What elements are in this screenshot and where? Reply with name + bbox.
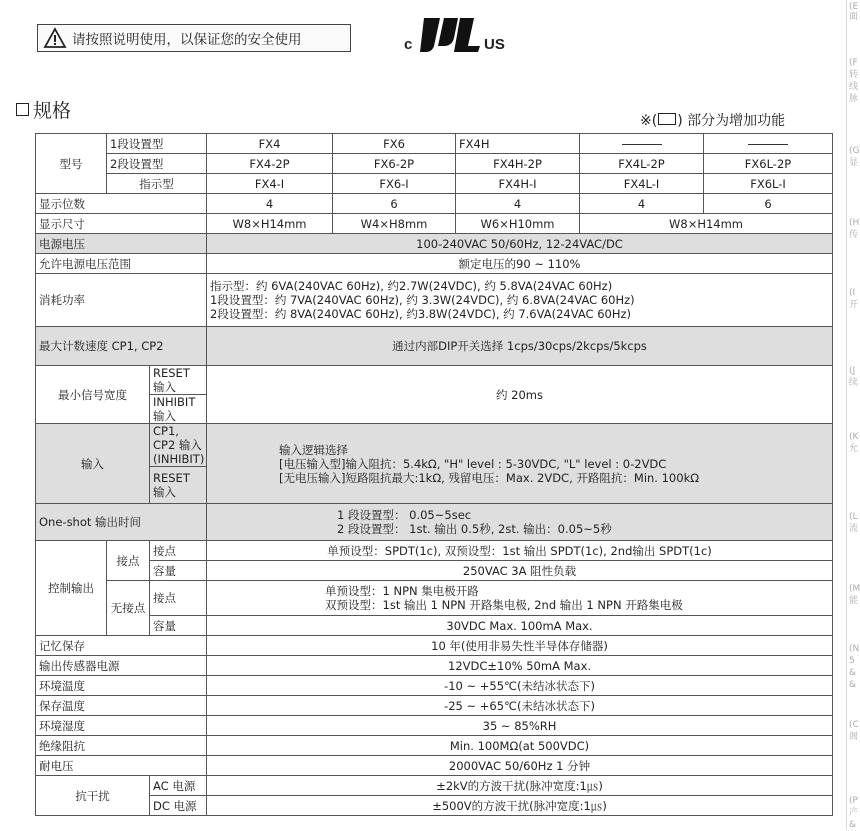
cell: 通过内部DIP开关选择 1cps/30cps/2kcps/5kcps <box>207 327 833 366</box>
table-row <box>36 616 833 636</box>
strip-fragment: & <box>849 680 857 690</box>
strip-fragment: 续 <box>849 378 859 388</box>
table-row <box>36 796 833 816</box>
sub-label: 无接点 <box>107 581 150 636</box>
strip-fragment: (I <box>849 288 856 298</box>
table-row <box>36 696 833 716</box>
strip-fragment: 显 <box>849 158 859 168</box>
strip-fragment: (P <box>849 796 858 806</box>
row-label: 显示尺寸 <box>36 214 207 234</box>
note-prefix: ※( <box>640 113 658 129</box>
table-row <box>36 656 833 676</box>
logo-c: c <box>404 36 413 53</box>
cell: 100-240VAC 50/60Hz, 12-24VAC/DC <box>207 234 833 254</box>
cell: -10 ~ +55℃(未结冰状态下) <box>207 676 833 696</box>
cell: 6 <box>333 194 456 214</box>
addon-note <box>640 110 785 130</box>
table-row <box>36 154 833 174</box>
cell: FX6L-I <box>704 174 833 194</box>
strip-fragment: 流 <box>849 524 859 534</box>
square-bullet-icon <box>16 103 29 116</box>
dash-mark <box>622 144 662 145</box>
sub-label: 1段设置型 <box>107 134 207 154</box>
note-suffix: ) 部分为增加功能 <box>677 113 786 129</box>
row-label: 记忆保存 <box>36 636 207 656</box>
strip-fragment: 转 <box>849 70 859 80</box>
cell: W8×H14mm <box>207 214 333 234</box>
strip-fragment: 阁 <box>849 732 859 742</box>
strip-fragment: 允 <box>849 444 859 454</box>
strip-fragment: 产 <box>849 808 859 818</box>
cell-multiline <box>207 424 833 504</box>
table-row <box>36 134 833 154</box>
cell: FX6-2P <box>333 154 456 174</box>
row-label: 输出传感器电源 <box>36 656 207 676</box>
warning-text: 请按照说明使用，以保证您的安全使用 <box>72 32 302 48</box>
row-label: 允许电源电压范围 <box>36 254 207 274</box>
input-line: 输入逻辑选择 <box>279 442 349 457</box>
cell: W8×H14mm <box>580 214 833 234</box>
sub-label: 接点 <box>107 541 150 581</box>
sub-label: RESET 输入 <box>150 366 207 395</box>
table-row <box>36 716 833 736</box>
cell: ±2kV的方波干扰(脉冲宽度:1㎲) <box>207 776 833 796</box>
cell: 2000VAC 50/60Hz 1 分钟 <box>207 756 833 776</box>
cell: 约 20ms <box>207 366 833 424</box>
row-label: 环境温度 <box>36 676 207 696</box>
row-label: 显示位数 <box>36 194 207 214</box>
cell: FX4L-2P <box>580 154 704 174</box>
table-row <box>36 194 833 214</box>
table-row <box>36 424 833 467</box>
table-row <box>36 254 833 274</box>
cell-multiline <box>207 581 833 616</box>
cul-us-logo <box>404 16 504 56</box>
cell: 额定电压的90 ~ 110% <box>207 254 833 274</box>
cell: FX6 <box>333 134 456 154</box>
row-label: 型号 <box>36 134 107 194</box>
table-row <box>36 676 833 696</box>
strip-fragment: (L <box>849 512 858 522</box>
cell: 6 <box>704 194 833 214</box>
sub-label: 接点 <box>150 541 207 561</box>
table-row <box>36 581 833 616</box>
sub-label: INHIBIT 输入 <box>150 395 207 424</box>
row-label: 控制输出 <box>36 541 107 636</box>
oneshot-line: 1 段设置型： 0.05~5sec <box>337 508 472 522</box>
input-line: [电压输入型]输入阻抗：5.4kΩ, "H" level : 5-30VDC, "L" level : 0-2VDC <box>279 456 667 471</box>
cell: FX4L-I <box>580 174 704 194</box>
consume-line: 1段设置型：约 7VA(240VAC 60Hz), 约 3.3W(24VDC), 约 6.8VA(24VAC 60Hz) <box>210 293 635 307</box>
strip-fragment: 线 <box>849 82 859 92</box>
consume-line: 2段设置型：约 8VA(240VAC 60Hz), 约3.8W(24VDC), 约 7.6VA(24VAC 60Hz) <box>210 307 632 321</box>
cell: 10 年(使用非易失性半导体存储器) <box>207 636 833 656</box>
cell: W6×H10mm <box>456 214 580 234</box>
safety-warning <box>37 24 351 52</box>
strip-fragment: (C <box>849 720 859 730</box>
row-label: 最小信号宽度 <box>36 366 150 424</box>
cell: ±500V的方波干扰(脉冲宽度:1㎲) <box>207 796 833 816</box>
sub-label: RESET 输入 <box>150 467 207 504</box>
row-label: 绝缘阻抗 <box>36 736 207 756</box>
cell: FX4 <box>207 134 333 154</box>
table-row <box>36 327 833 366</box>
spec-table <box>35 133 833 816</box>
dash-mark <box>748 144 788 145</box>
cell-multiline <box>207 504 833 541</box>
strip-fragment: 传 <box>849 230 859 240</box>
section-title: 规格 <box>33 100 72 122</box>
strip-fragment: 开 <box>849 300 859 310</box>
row-label: 耐电压 <box>36 756 207 776</box>
strip-fragment: (J <box>849 366 856 376</box>
nocontact-line: 单预设型：1 NPN 集电极开路 <box>325 584 479 598</box>
sub-label: CP1, CP2 输入 (INHIBIT) <box>150 424 207 467</box>
row-label: 环境湿度 <box>36 716 207 736</box>
table-row <box>36 561 833 581</box>
table-row <box>36 504 833 541</box>
table-row <box>36 756 833 776</box>
row-label: 输入 <box>36 424 150 504</box>
row-label: 保存温度 <box>36 696 207 716</box>
strip-fragment: (K <box>849 432 859 442</box>
strip-fragment: 5 <box>849 656 855 666</box>
cell: 4 <box>456 194 580 214</box>
sub-label: DC 电源 <box>150 796 207 816</box>
strip-fragment: & <box>849 820 857 830</box>
nocontact-line: 双预设型：1st 输出 1 NPN 开路集电极, 2nd 输出 1 NPN 开路集电极 <box>325 598 683 612</box>
sub-label: AC 电源 <box>150 776 207 796</box>
sub-label: 指示型 <box>107 174 207 194</box>
row-label: 抗干扰 <box>36 776 150 816</box>
strip-fragment: (N <box>849 644 860 654</box>
oneshot-line: 2 段设置型： 1st. 输出 0.5秒, 2st. 输出：0.05~5秒 <box>337 522 612 536</box>
cell: 35 ~ 85%RH <box>207 716 833 736</box>
adjacent-page-strip <box>846 0 860 830</box>
sub-label: 接点 <box>150 581 207 616</box>
table-row <box>36 174 833 194</box>
strip-fragment: 能 <box>849 596 859 606</box>
sub-label: 容量 <box>150 616 207 636</box>
cell: 12VDC±10% 50mA Max. <box>207 656 833 676</box>
input-line: [无电压输入]短路阻抗最大:1kΩ, 残留电压：Max. 2VDC, 开路阻抗：Min. 100kΩ <box>279 470 700 485</box>
table-row <box>36 366 833 395</box>
cell: FX4-2P <box>207 154 333 174</box>
consume-line: 指示型：约 6VA(240VAC 60Hz), 约2.7W(24VDC), 约 5.8VA(24VAC 60Hz) <box>210 279 613 293</box>
cell: 250VAC 3A 阻性负载 <box>207 561 833 581</box>
logo-us: US <box>484 36 505 53</box>
ul-mark-icon <box>418 16 484 54</box>
section-heading <box>16 96 71 123</box>
table-row <box>36 736 833 756</box>
sub-label: 2段设置型 <box>107 154 207 174</box>
cell-empty <box>580 134 704 154</box>
row-label: 消耗功率 <box>36 274 207 327</box>
cell: FX4H-I <box>456 174 580 194</box>
row-label: 电源电压 <box>36 234 207 254</box>
table-row <box>36 234 833 254</box>
cell: FX4-I <box>207 174 333 194</box>
cell: 4 <box>207 194 333 214</box>
strip-fragment: (M <box>849 584 860 594</box>
cell: -25 ~ +65℃(未结冰状态下) <box>207 696 833 716</box>
cell: 30VDC Max. 100mA Max. <box>207 616 833 636</box>
strip-fragment: & <box>849 668 857 678</box>
cell: FX4H <box>456 134 580 154</box>
strip-fragment: (F <box>849 58 858 68</box>
sub-label: 容量 <box>150 561 207 581</box>
table-row <box>36 274 833 327</box>
table-row <box>36 636 833 656</box>
warning-triangle-icon <box>44 28 66 48</box>
strip-fragment: 脉 <box>849 94 859 104</box>
strip-fragment: (H <box>849 218 860 228</box>
cell-multiline <box>207 274 833 327</box>
table-row <box>36 776 833 796</box>
table-row <box>36 214 833 234</box>
cell: FX6-I <box>333 174 456 194</box>
cell: 单预设型：SPDT(1c), 双预设型：1st 输出 SPDT(1c), 2nd输出 SPDT(1c) <box>207 541 833 561</box>
cell: FX6L-2P <box>704 154 833 174</box>
box-marker-icon <box>658 113 676 125</box>
row-label: 最大计数速度 CP1, CP2 <box>36 327 207 366</box>
strip-fragment: 面 <box>849 12 859 22</box>
cell-empty <box>704 134 833 154</box>
table-row <box>36 541 833 561</box>
strip-fragment: (G <box>849 146 860 156</box>
cell: 4 <box>580 194 704 214</box>
strip-fragment: (E <box>849 2 859 12</box>
cell: W4×H8mm <box>333 214 456 234</box>
cell: FX4H-2P <box>456 154 580 174</box>
cell: Min. 100MΩ(at 500VDC) <box>207 736 833 756</box>
row-label: One-shot 输出时间 <box>36 504 207 541</box>
